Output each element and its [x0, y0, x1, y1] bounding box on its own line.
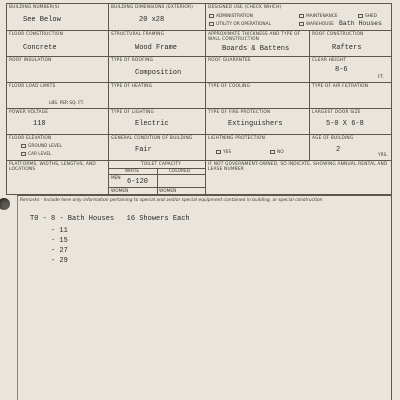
building-numbers-value: See Below: [23, 16, 61, 24]
designed-use-cell: [205, 4, 393, 30]
type-of-cooling-label: TYPE OF COOLING: [208, 84, 251, 89]
rental-cell: [205, 161, 393, 195]
age-of-building-label: AGE OF BUILDING: [312, 136, 354, 141]
floor-load-limits-cell: [7, 83, 108, 108]
roof-insulation-cell: [7, 57, 108, 82]
age-of-building-cell: [309, 135, 393, 160]
form-row-3: [7, 56, 391, 82]
general-condition-label: GENERAL CONDITION OF BUILDING: [111, 136, 193, 141]
toilet-men-label: MEN: [111, 176, 121, 181]
remarks-line-2: - 11: [30, 227, 68, 235]
type-of-roofing-label: TYPE OF ROOFING: [111, 58, 154, 63]
remarks-line-5: - 29: [30, 257, 68, 265]
roof-guarantee-label: ROOF GUARANTEE: [208, 58, 251, 63]
lightning-protection-cell: [205, 135, 309, 160]
ground-level-option: GROUND LEVEL: [28, 144, 62, 149]
platforms-cell: [7, 161, 108, 195]
floor-construction-cell: [7, 31, 108, 56]
toilet-women-label: WOMEN: [111, 189, 129, 194]
fire-protection-label: TYPE OF FIRE PROTECTION: [208, 110, 271, 115]
administration-checkbox[interactable]: [209, 14, 214, 18]
age-of-building-unit: YRS.: [378, 153, 388, 158]
remarks-line-4: - 27: [30, 247, 68, 255]
type-of-roofing-value: Composition: [135, 69, 182, 77]
fire-protection-cell: [205, 109, 309, 134]
form-row-1: [7, 4, 391, 30]
structural-framing-cell: [108, 31, 205, 56]
remarks-line-3: - 15: [30, 237, 68, 245]
roof-construction-value: Rafters: [332, 44, 362, 52]
toilet-capacity-cell: [108, 161, 205, 195]
designed-use-other-value: Bath Houses: [339, 20, 382, 27]
clear-height-value: 8-6: [335, 66, 348, 74]
administration-option: ADMINISTRATION: [216, 14, 253, 19]
age-of-building-value: 2: [336, 146, 341, 154]
type-of-heating-label: TYPE OF HEATING: [111, 84, 153, 89]
shed-option: SHED: [365, 14, 377, 19]
largest-door-size-cell: [309, 109, 393, 134]
toilet-men-white-value: 6-120: [127, 178, 149, 186]
type-of-heating-cell: [108, 83, 205, 108]
car-level-option: CAR LEVEL: [28, 152, 52, 157]
type-of-roofing-cell: [108, 57, 205, 82]
toilet-capacity-label: TOILET CAPACITY: [141, 162, 182, 167]
form-row-6: [7, 134, 391, 160]
building-numbers-cell: [7, 4, 108, 30]
building-form: [6, 3, 392, 195]
toilet-col-rule: [157, 168, 158, 195]
lightning-no-checkbox[interactable]: [270, 150, 275, 154]
rental-note: IF NOT GOVERNMENT-OWNED, SO INDICATE, SHOWING ANNUAL RENTAL AND LEASE NUMBER: [208, 162, 388, 173]
lightning-protection-label: LIGHTNING PROTECTION: [208, 136, 266, 141]
remarks-label: Remarks - Include here only information pertaining to special and and/or special equipment contained in building, or special construction: [20, 198, 323, 203]
clear-height-unit: FT.: [378, 75, 384, 80]
car-level-checkbox[interactable]: [21, 152, 26, 156]
floor-load-limits-unit: LBS. PER SQ. FT.: [49, 101, 85, 106]
ground-level-checkbox[interactable]: [21, 144, 26, 148]
type-of-lighting-value: Electric: [135, 120, 169, 128]
roof-construction-cell: [309, 31, 393, 56]
floor-elevation-cell: [7, 135, 108, 160]
fire-protection-value: Extinguishers: [228, 120, 283, 128]
roof-guarantee-cell: [205, 57, 309, 82]
lightning-yes-option: YES: [223, 150, 232, 155]
toilet-colored-header: COLORED: [169, 169, 191, 174]
designed-use-label: DESIGNED USE (CHECK WHICH): [208, 5, 282, 10]
maintenance-checkbox[interactable]: [299, 14, 304, 18]
toilet-women-colored-label: WOMEN: [159, 189, 177, 194]
shed-checkbox[interactable]: [358, 14, 363, 18]
largest-door-size-value: 5-0 X 6-8: [326, 120, 364, 128]
form-row-2: [7, 30, 391, 56]
type-of-lighting-label: TYPE OF LIGHTING: [111, 110, 154, 115]
form-row-7: [7, 160, 391, 195]
wall-thickness-value: Boards & Battens: [222, 45, 290, 53]
form-row-5: [7, 108, 391, 134]
utility-checkbox[interactable]: [209, 22, 214, 26]
air-filtration-cell: [309, 83, 393, 108]
left-margin-rule: [17, 195, 18, 400]
platforms-label: PLATFORMS, WIDTHS, LENGTHS, AND LOCATIONS: [9, 162, 96, 172]
toilet-white-header: WHITE: [125, 169, 140, 174]
air-filtration-label: TYPE OF AIR FILTRATION: [312, 84, 369, 89]
structural-framing-value: Wood Frame: [135, 44, 178, 52]
type-of-lighting-cell: [108, 109, 205, 134]
power-voltage-cell: [7, 109, 108, 134]
clear-height-cell: [309, 57, 393, 82]
floor-construction-value: Concrete: [23, 44, 57, 52]
form-row-4: [7, 82, 391, 108]
remarks-top-rule: [17, 195, 392, 196]
type-of-cooling-cell: [205, 83, 309, 108]
structural-framing-label: STRUCTURAL FRAMING: [111, 32, 165, 37]
largest-door-size-label: LARGEST DOOR SIZE: [312, 110, 361, 115]
remarks-line-1: T0 - 8 - Bath Houses 16 Showers Each: [30, 215, 190, 223]
building-dimensions-cell: [108, 4, 205, 30]
lightning-no-option: NO: [277, 150, 284, 155]
floor-elevation-label: FLOOR ELEVATION: [9, 136, 52, 141]
power-voltage-label: POWER VOLTAGE: [9, 110, 49, 115]
floor-load-limits-label: FLOOR LOAD LIMITS: [9, 84, 56, 89]
wall-thickness-cell: [205, 31, 309, 56]
wall-thickness-label: APPROXIMATE THICKNESS AND TYPE OF WALL CONSTRUCTION: [208, 32, 301, 42]
roof-construction-label: ROOF CONSTRUCTION: [312, 32, 364, 37]
power-voltage-value: 110: [33, 120, 46, 128]
warehouse-option: WAREHOUSE: [306, 22, 334, 27]
floor-construction-label: FLOOR CONSTRUCTION: [9, 32, 63, 37]
maintenance-option: MAINTENANCE: [306, 14, 338, 19]
general-condition-cell: [108, 135, 205, 160]
roof-insulation-label: ROOF INSULATION: [9, 58, 52, 63]
general-condition-value: Fair: [135, 146, 152, 154]
punch-hole: [0, 198, 10, 210]
right-margin-rule: [391, 195, 392, 400]
lightning-yes-checkbox[interactable]: [216, 150, 221, 154]
utility-option: UTILITY OR OPERATIONAL: [216, 22, 271, 27]
building-numbers-label: BUILDING NUMBER(S): [9, 5, 60, 10]
building-dimensions-label: BUILDING DIMENSIONS (EXTERIOR): [111, 5, 194, 10]
building-dimensions-value: 20 x28: [139, 16, 165, 24]
clear-height-label: CLEAR HEIGHT: [312, 58, 347, 63]
warehouse-checkbox[interactable]: [299, 22, 304, 26]
